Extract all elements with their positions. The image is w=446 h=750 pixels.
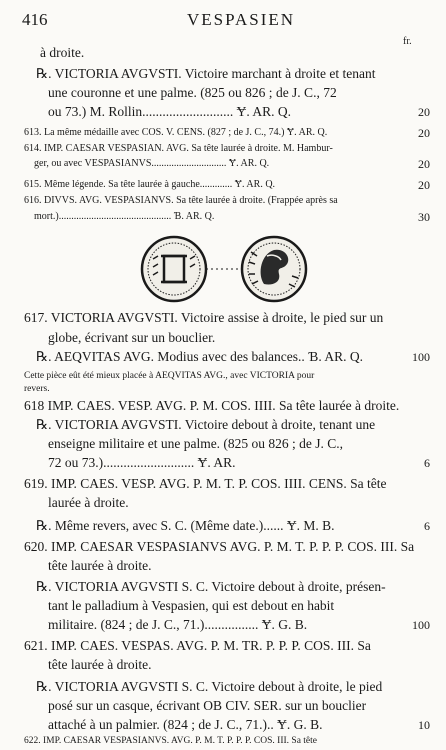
page-header: [22, 10, 424, 32]
text-line: attaché à un palmier. (824 ; de J. C., 71.).. Ɏ. G. B.: [48, 717, 323, 732]
price-column-heading: fr.: [403, 36, 412, 47]
text-line: ℞. VICTORIA AVGVSTI S. C. Victoire debout à droite, le pied: [36, 679, 383, 694]
price-value: 20: [418, 178, 430, 192]
text-line: une couronne et une palme. (825 ou 826 ; de J. C., 72: [48, 85, 337, 100]
text-line: revers.: [24, 384, 50, 394]
coin-reverse: [242, 237, 306, 301]
text-line: 621. IMP. CAES. VESPAS. AVG. P. M. TR. P. P. P. COS. III. Sa: [24, 638, 371, 653]
text-line: tant le palladium à Vespasien, qui est debout en habit: [48, 598, 335, 613]
price-value: 20: [418, 157, 430, 171]
text-line: ger, ou avec VESPASIANVS.............................. Ɏ. AR. Q.: [34, 158, 270, 169]
text-line: 616. DIVVS. AVG. VESPASIANVS. Sa tête laurée à droite. (Frappée après sa: [24, 195, 338, 206]
text-line: mort.)............................................. Ɓ. AR. Q.: [34, 211, 215, 222]
text-line: ℞. VICTORIA AVGVSTI. Victoire debout à droite, tenant une: [36, 417, 376, 432]
coin-illustration: [139, 234, 309, 304]
text-line: ou 73.) M. Rollin........................... Ɏ. AR. Q.: [48, 104, 292, 119]
text-line: 619. IMP. CAES. VESP. AVG. P. M. T. P. COS. IIII. CENS. Sa tête: [24, 476, 387, 491]
text-line: ℞. AEQVITAS AVG. Modius avec des balances.. Ɓ. AR. Q.: [36, 349, 363, 364]
text-line: posé sur un casque, écrivant OB CIV. SER. sur un bouclier: [48, 698, 367, 713]
price-value: 100: [412, 350, 430, 364]
page-number: 416: [22, 10, 48, 29]
coin-obverse: [142, 237, 206, 301]
text-line: ℞. VICTORIA AVGVSTI. Victoire marchant à droite et tenant: [36, 66, 376, 81]
running-title: VESPASIEN: [187, 10, 296, 29]
text-line: 72 ou 73.)........................... Ɏ. AR.: [48, 455, 236, 470]
text-line: tête laurée à droite.: [48, 558, 152, 573]
text-line: ℞. Même revers, avec S. C. (Même date.)...... Ɏ. M. B.: [36, 518, 335, 533]
text-line: 615. Même légende. Sa tête laurée à gauche............. Ɏ. AR. Q.: [24, 179, 276, 190]
text-line: Cette pièce eût été mieux placée à AEQVITAS AVG., avec VICTORIA pour: [24, 371, 315, 381]
text-line: à droite.: [40, 45, 85, 60]
text-line: ℞. VICTORIA AVGVSTI S. C. Victoire debout à droite, présen-: [36, 579, 386, 594]
text-line: 620. IMP. CAESAR VESPASIANVS AVG. P. M. T. P. P. P. COS. III. Sa: [24, 539, 415, 554]
price-value: 100: [412, 618, 430, 632]
price-value: 20: [418, 126, 430, 140]
text-line: 613. La même médaille avec COS. V. CENS. (827 ; de J. C., 74.) Ɏ. AR. Q.: [24, 127, 328, 138]
text-line: globe, écrivant sur un bouclier.: [48, 330, 216, 345]
text-line: 622. IMP. CAESAR VESPASIANVS. AVG. P. M. T. P. P. P. COS. III. Sa tête: [24, 736, 317, 746]
text-line: 617. VICTORIA AVGVSTI. Victoire assise à droite, le pied sur un: [24, 310, 384, 325]
text-line: enseigne militaire et une palme. (825 ou 826 ; de J. C.,: [48, 436, 344, 451]
price-value: 10: [418, 718, 430, 732]
price-value: 30: [418, 210, 430, 224]
price-value: 20: [418, 105, 430, 119]
text-line: tête laurée à droite.: [48, 657, 152, 672]
price-value: 6: [424, 456, 430, 470]
text-line: militaire. (824 ; de J. C., 71.)................ Ɏ. G. B.: [48, 617, 308, 632]
price-value: 6: [424, 519, 430, 533]
text-line: 618 IMP. CAES. VESP. AVG. P. M. COS. IIII. Sa tête laurée à droite.: [24, 398, 400, 413]
text-line: laurée à droite.: [48, 495, 129, 510]
text-line: 614. IMP. CAESAR VESPASIAN. AVG. Sa tête laurée à droite. M. Hambur-: [24, 143, 333, 154]
